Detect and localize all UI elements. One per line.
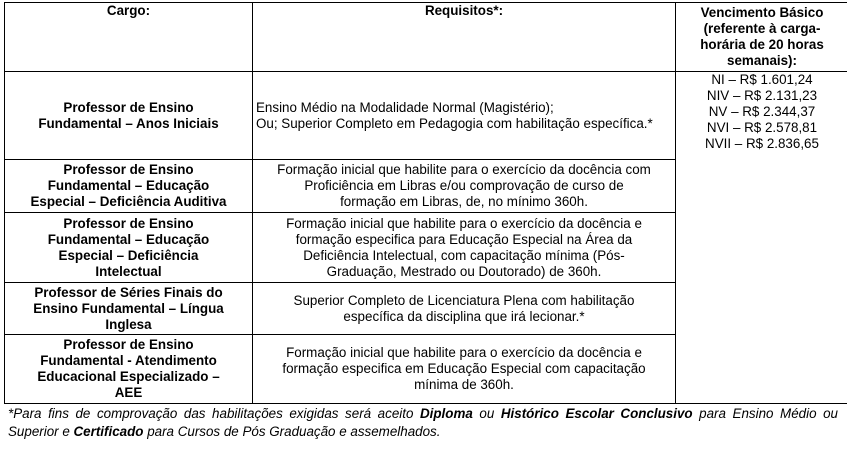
requisitos-line: formação especifica em Educação Especial com capacitação [282, 361, 646, 376]
salary-level: NI – R$ 1.601,24 [711, 72, 813, 87]
cargo-line: Professor de Ensino [63, 162, 194, 177]
table-row [5, 72, 847, 160]
requisitos-line: formação em Libras, de, no mínimo 360h. [340, 194, 588, 209]
salary-level: NVII – R$ 2.836,65 [705, 136, 819, 151]
requisitos-line: Deficiência Intelectual, com capacitação mínima (Pós- [303, 247, 625, 263]
cargo-line: Professor de Séries Finais do [34, 284, 223, 300]
cargo-line: Fundamental – Educação [47, 178, 210, 193]
cargo-line: Professor de Ensino [63, 99, 194, 115]
cargo-cell [5, 283, 253, 335]
requisitos-line: Ensino Médio na Modalidade Normal (Magistério); [256, 99, 554, 115]
footnote-text: para Cursos de Pós Graduação e assemelhados. [143, 424, 441, 439]
requisitos-line: formação especifica para Educação Especial na Área da [295, 231, 633, 247]
vencimento-header-line: Vencimento Básico [700, 5, 824, 20]
requisitos-line: Formação inicial que habilite para o exercício da docência e [286, 345, 642, 360]
requisitos-cell [253, 283, 676, 335]
footnote-bold: Histórico Escolar Conclusivo [500, 406, 693, 421]
cargo-line: Especial – Deficiência [58, 247, 199, 263]
requisitos-line: Formação inicial que habilite para o exercício da docência com [277, 162, 651, 177]
cargo-line: Professor de Ensino [63, 337, 194, 352]
footnote-text: *Para fins de comprovação das habilitações exigidas será aceito [8, 406, 420, 421]
cargo-line: Fundamental - Atendimento [40, 353, 217, 368]
cargo-cell [5, 213, 253, 283]
requisitos-cell [253, 72, 676, 160]
footnote [8, 405, 838, 441]
footnote-bold: Certificado [73, 424, 144, 439]
cargo-line: AEE [114, 385, 143, 400]
requisitos-line: Proficiência em Libras e/ou comprovação de curso de [304, 178, 624, 193]
footnote-text: ou [472, 406, 501, 421]
salary-level: NVI – R$ 2.578,81 [706, 120, 818, 135]
requisitos-line: mínima de 360h. [414, 377, 514, 392]
cargo-cell [5, 160, 253, 213]
cargo-line: Professor de Ensino [63, 215, 194, 231]
footnote-text: para Ensino Médio ou Superior e [8, 406, 838, 439]
requisitos-cell [253, 213, 676, 283]
cargo-line: Fundamental – Educação [47, 231, 210, 247]
requisitos-line: específica da disciplina que irá lecionar.* [343, 308, 585, 324]
cargo-line: Inglesa [105, 316, 152, 332]
cargo-cell [5, 72, 253, 160]
salary-cell [676, 72, 847, 404]
cargo-header: Cargo: [5, 3, 253, 72]
requisitos-header: Requisitos*: [253, 3, 676, 72]
requisitos-cell [253, 160, 676, 213]
cargo-line: Educacional Especializado – [37, 369, 220, 384]
cargo-line: Especial – Deficiência Auditiva [30, 194, 227, 209]
cargo-line: Ensino Fundamental – Língua [33, 300, 224, 316]
cargo-cell [5, 335, 253, 404]
vencimento-header-line: semanais): [727, 53, 797, 68]
vencimento-header [676, 3, 847, 72]
table-header-row [5, 3, 847, 72]
requisitos-line: Formação inicial que habilite para o exercício da docência e [286, 215, 642, 231]
requisitos-line: Superior Completo de Licenciatura Plena com habilitação [293, 292, 635, 308]
vencimento-header-line: (referente à carga- [703, 21, 821, 36]
requirements-table [4, 2, 847, 404]
salary-level: NV – R$ 2.344,37 [708, 104, 816, 119]
footnote-bold: Diploma [419, 406, 473, 421]
requisitos-line: Graduação, Mestrado ou Doutorado) de 360h. [326, 263, 602, 279]
cargo-line: Fundamental – Anos Iniciais [38, 115, 219, 131]
requisitos-line: Ou; Superior Completo em Pedagogia com habilitação específica.* [256, 115, 653, 131]
vencimento-header-line: horária de 20 horas [700, 37, 824, 52]
cargo-line: Intelectual [95, 263, 162, 279]
requisitos-cell [253, 335, 676, 404]
salary-level: NIV – R$ 2.131,23 [706, 88, 818, 103]
